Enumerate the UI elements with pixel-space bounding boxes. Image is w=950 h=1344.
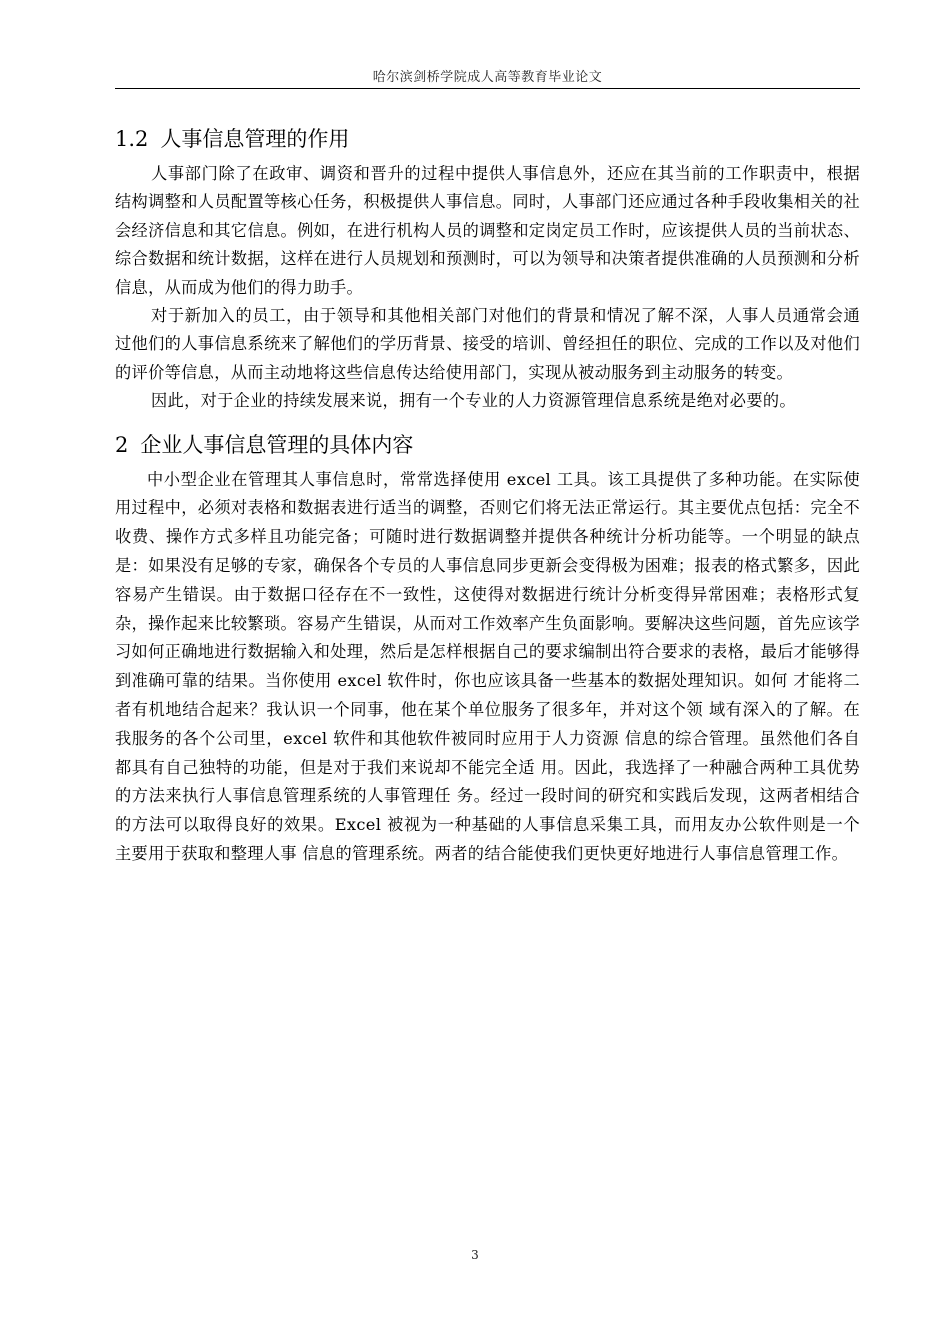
paragraph: 中小型企业在管理其人事信息时，常常选择使用 excel 工具。该工具提供了多种功能。在实际使用过程中，必须对表格和数据表进行适当的调整，否则它们将无法正常运行。其主要优点包括：完全不收费、操作方式多样且功能完备；可随时进行数据调整并提供各种统计分析功能等。一个明显的缺点是：如果没有足够的专家，确保各个专员的人事信息同步更新会变得极为困难；报表的格式繁多，因此容易产生错误。由于数据口径存在不一致性，这使得对数据进行统计分析变得异常困难；表格形式复杂，操作起来比较繁琐。容易产生错误，从而对工作效率产生负面影响。要解决这些问题，首先应该学习如何正确地进行数据输入和处理，然后是怎样根据自己的要求编制出符合要求的表格，最后才能够得到准确可靠的结果。当你使用 excel 软件时，你也应该具备一些基本的数据处理知识。如何 才能将二者有机地结合起来？我认识一个同事，他在某个单位服务了很多年，并对这个领 域有深入的了解。在我服务的各个公司里，excel 软件和其他软件被同时应用于人力资源 信息的综合管理。虽然他们各自都具有自己独特的功能，但是对于我们来说却不能完全适 用。因此，我选择了一种融合两种工具优势的方法来执行人事信息管理系统的人事管理任 务。经过一段时间的研究和实践后发现，这两者相结合的方法可以取得良好的效果。Excel 被视为一种基础的人事信息采集工具，而用友办公软件则是一个主要用于获取和整理人事 信息的管理系统。两者的结合能使我们更快更好地进行人事信息管理工作。 [115, 469, 860, 864]
section-heading-2 [115, 428, 860, 462]
section-title: 企业人事信息管理的具体内容 [140, 432, 414, 457]
running-header: 哈尔滨剑桥学院成人高等教育毕业论文 [372, 70, 603, 85]
page-number: 3 [471, 1248, 479, 1262]
section-title: 人事信息管理的作用 [160, 127, 350, 151]
section-heading-1-2 [115, 122, 860, 156]
section-number: 2 [115, 432, 129, 457]
paragraph: 对于新加入的员工，由于领导和其他相关部门对他们的背景和情况了解不深，人事人员通常会通过他们的人事信息系统来了解他们的学历背景、接受的培训、曾经担任的职位、完成的工作以及对他们的评价等信息，从而主动地将这些信息传达给使用部门，实现从被动服务到主动服务的转变。 [115, 306, 860, 382]
paragraph: 因此，对于企业的持续发展来说，拥有一个专业的人力资源管理信息系统是绝对必要的。 [151, 391, 796, 411]
body-content [115, 122, 860, 869]
header-divider [115, 88, 860, 89]
paragraph: 人事部门除了在政审、调资和晋升的过程中提供人事信息外，还应在其当前的工作职责中，根据结构调整和人员配置等核心任务，积极提供人事信息。同时，人事部门还应通过各种手段收集相关的社会经济信息和其它信息。例如，在进行机构人员的调整和定岗定员工作时，应该提供人员的当前状态、综合数据和统计数据，这样在进行人员规划和预测时，可以为领导和决策者提供准确的人员预测和分析信息，从而成为他们的得力助手。 [115, 164, 860, 297]
section-number: 1.2 [115, 127, 149, 151]
